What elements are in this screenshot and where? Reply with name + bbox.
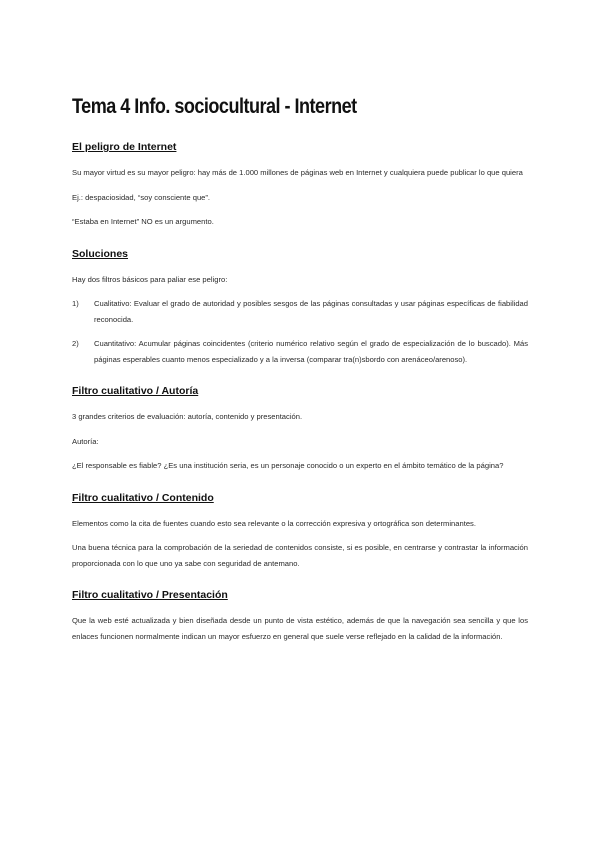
list-item-text: Cualitativo: Evaluar el grado de autoridad y posibles sesgos de las páginas consultadas y usar páginas específicas de fiabilidad reconocida. xyxy=(94,299,528,324)
paragraph: “Estaba en Internet” NO es un argumento. xyxy=(72,217,214,226)
paragraph: ¿El responsable es fiable? ¿Es una institución seria, es un personaje conocido o un experto en el ámbito temático de la página? xyxy=(72,461,504,470)
paragraph: 3 grandes criterios de evaluación: autoría, contenido y presentación. xyxy=(72,412,303,421)
heading-autoria: Filtro cualitativo / Autoría xyxy=(72,385,199,397)
paragraph: Su mayor virtud es su mayor peligro: hay más de 1.000 millones de páginas web en Internet y cualquiera puede publicar lo que quiera xyxy=(72,168,523,177)
paragraph: Una buena técnica para la comprobación de la seriedad de contenidos consiste, si es posible, en centrarse y contrastar la información proporcionada con lo que uno ya sabe con seguridad de antemano. xyxy=(72,543,528,568)
page-title: Tema 4 Info. sociocultural - Internet xyxy=(72,95,357,118)
list-item-number: 1) xyxy=(72,299,79,308)
paragraph: Ej.: despaciosidad, “soy consciente que”. xyxy=(72,192,211,202)
paragraph: Autoría: xyxy=(72,436,99,446)
heading-peligro: El peligro de Internet xyxy=(72,141,177,153)
heading-soluciones: Soluciones xyxy=(72,247,129,260)
list-item xyxy=(72,336,528,367)
paragraph: Elementos como la cita de fuentes cuando esto sea relevante o la corrección expresiva y ortográfica son determinantes. xyxy=(72,518,476,528)
heading-contenido: Filtro cualitativo / Contenido xyxy=(72,491,214,504)
list-item-text: Cuantitativo: Acumular páginas coincidentes (criterio numérico relativo según el grado de especialización de lo buscado). Más páginas esperables cuanto menos especializado y a la inversa (comparar tra(n)sbordo con arenáceo/arenoso). xyxy=(94,339,528,364)
list-item-number: 2) xyxy=(72,339,79,348)
document-content xyxy=(72,94,528,644)
list-item xyxy=(72,296,528,327)
heading-presentacion: Filtro cualitativo / Presentación xyxy=(72,589,228,601)
paragraph: Hay dos filtros básicos para paliar ese peligro: xyxy=(72,274,228,284)
paragraph: Que la web esté actualizada y bien diseñada desde un punto de vista estético, además de que la navegación sea sencilla y que los enlaces funcionen normalmente indican un mayor esfuerzo en general que suele verse reflejado en la calidad de la información. xyxy=(72,616,528,641)
solutions-list xyxy=(72,296,528,367)
